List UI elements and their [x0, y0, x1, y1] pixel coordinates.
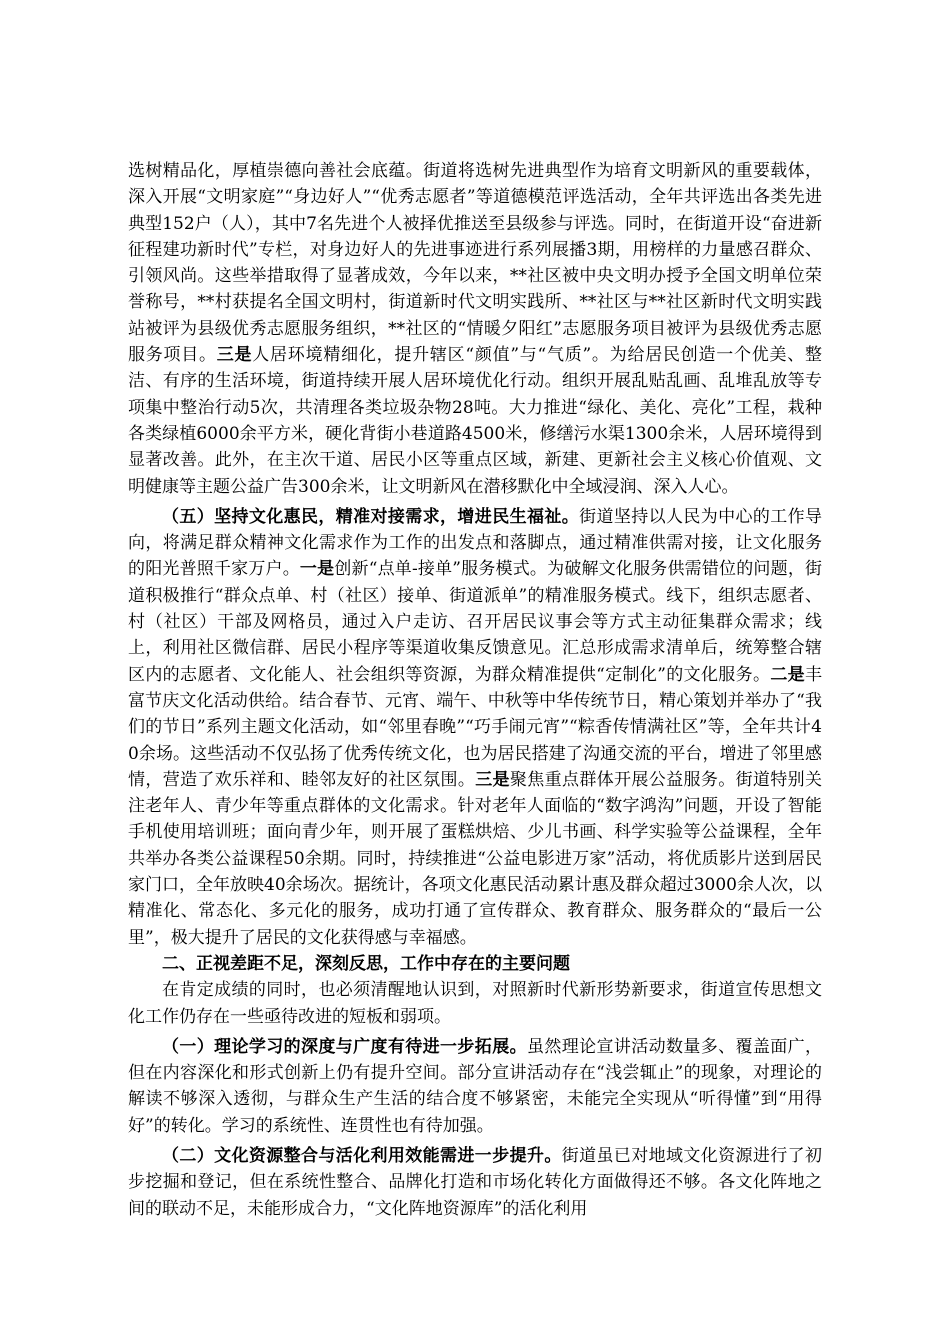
paragraph-text: 街道坚持以人民为中心的工作导向，将满足群众精神文化需求作为工作的出发点和落脚点，通过精准供需对接，让文化服务的阳光普照千家万户。 [128, 506, 823, 580]
paragraph-problems-intro: 在肯定成绩的同时，也必须清醒地认识到，对照新时代新形势新要求，街道宣传思想文化工作仍存在一些亟待改进的短板和弱项。 [128, 980, 822, 1027]
subsection-heading: （五）坚持文化惠民，精准对接需求，增进民生福祉。 [162, 506, 580, 527]
paragraph-text: 创新“点单-接单”服务模式。为破解文化服务供需错位的问题，街道积极推行“群众点单、村（社区）接单、街道派单”的精准服务模式。线下，组织志愿者、村（社区）干部及网格员，通过入户走访、召开居民议事会等方式主动征集群众需求；线上，利用社区微信群、居民小程序等渠道收集反馈意见。汇总形成需求清单后，统筹整合辖区内的志愿者、文化能人、社会组织等资源，为群众精准提供“定制化”的文化服务。 [128, 559, 823, 685]
paragraph-text: 人居环境精细化，提升辖区“颜值”与“气质”。为给居民创造一个优美、整洁、有序的生活环境，街道持续开展人居环境优化行动。组织开展乱贴乱画、乱堆乱放等专项集中整治行动5次，共清理各类垃圾杂物28吨。大力推进“绿化、美化、亮化”工程，栽种各类绿植6000余平方米，硬化背街小巷道路4500米，修缮污水渠1300余米，人居环境得到显著改善。此外，在主次干道、居民小区等重点区域，新建、更新社会主义核心价值观、文明健康等主题公益广告300余米，让文明新风在潜移默化中全域浸润、深入人心。 [128, 345, 823, 497]
bold-marker: 三是 [475, 769, 510, 790]
section-title: 二、正视差距不足，深刻反思，工作中存在的主要问题 [162, 953, 570, 974]
paragraph-text: 丰富节庆文化活动供给。结合春节、元宵、端午、中秋等中华传统节日，精心策划并举办了“我们的节日”系列主题文化活动，如“邻里春晚”“巧手闹元宵”“粽香传情满社区”等，全年共计40余场。这些活动不仅弘扬了优秀传统文化，也为居民搭建了沟通交流的平台，增进了邻里感情，营造了欢乐祥和、睦邻友好的社区氛围。 [128, 664, 822, 790]
paragraph-problem-1 [128, 1034, 822, 1139]
bold-marker: 三是 [216, 345, 253, 366]
paragraph-text: 虽然理论宣讲活动数量多、覆盖面广，但在内容深化和形式创新上仍有提升空间。部分宣讲活动存在“浅尝辄止”的现象，对理论的解读不够深入透彻，与群众生产生活的结合度不够紧密，未能完全实现从“听得懂”到“用得好”的转化。学习的系统性、连贯性也有待加强。 [128, 1036, 823, 1136]
bold-marker: 一是 [299, 559, 335, 580]
subsection-heading: （一）理论学习的深度与广度有待进一步拓展。 [162, 1036, 527, 1057]
paragraph-text: 选树精品化，厚植崇德向善社会底蕴。街道将选树先进典型作为培育文明新风的重要载体，深入开展“文明家庭”“身边好人”“优秀志愿者”等道德模范评选活动，全年共评选出各类先进典型152户（人），其中7名先进个人被择优推送至县级参与评选。同时，在街道开设“奋进新征程建功新时代”专栏，对身边好人的先进事迹进行系列展播3期，用榜样的力量感召群众、引领风尚。这些举措取得了显著成效，今年以来，**社区被中央文明办授予全国文明单位荣誉称号，**村获提名全国文明村，街道新时代文明实践所、**社区与**社区新时代文明实践站被评为县级优秀志愿服务组织，**社区的“情暖夕阳红”志愿服务项目被评为县级优秀志愿服务项目。 [128, 161, 822, 366]
document-page [128, 158, 822, 1222]
paragraph-problem-2 [128, 1143, 822, 1222]
paragraph-cultural-benefits [128, 504, 822, 951]
bold-marker: 二是 [770, 664, 805, 685]
paragraph-text: 街道虽已对地域文化资源进行了初步挖掘和登记，但在系统性整合、品牌化打造和市场化转化方面做得还不够。各文化阵地之间的联动不足，未能形成合力，“文化阵地资源库”的活化利用 [128, 1145, 822, 1219]
paragraph-achievements-continued [128, 158, 822, 500]
paragraph-text: 聚焦重点群体开展公益服务。街道特别关注老年人、青少年等重点群体的文化需求。针对老年人面临的“数字鸿沟”问题，开设了智能手机使用培训班；面向青少年，则开展了蛋糕烘焙、少儿书画、科学实验等公益课程，全年共举办各类公益课程50余期。同时，持续推进“公益电影进万家”活动，将优质影片送到居民家门口，全年放映40余场次。据统计，各项文化惠民活动累计惠及群众超过3000余人次，以精准化、常态化、多元化的服务，成功打通了宣传群众、教育群众、服务群众的“最后一公里”，极大提升了居民的文化获得感与幸福感。 [128, 769, 823, 948]
subsection-heading: （二）文化资源整合与活化利用效能需进一步提升。 [162, 1145, 562, 1166]
